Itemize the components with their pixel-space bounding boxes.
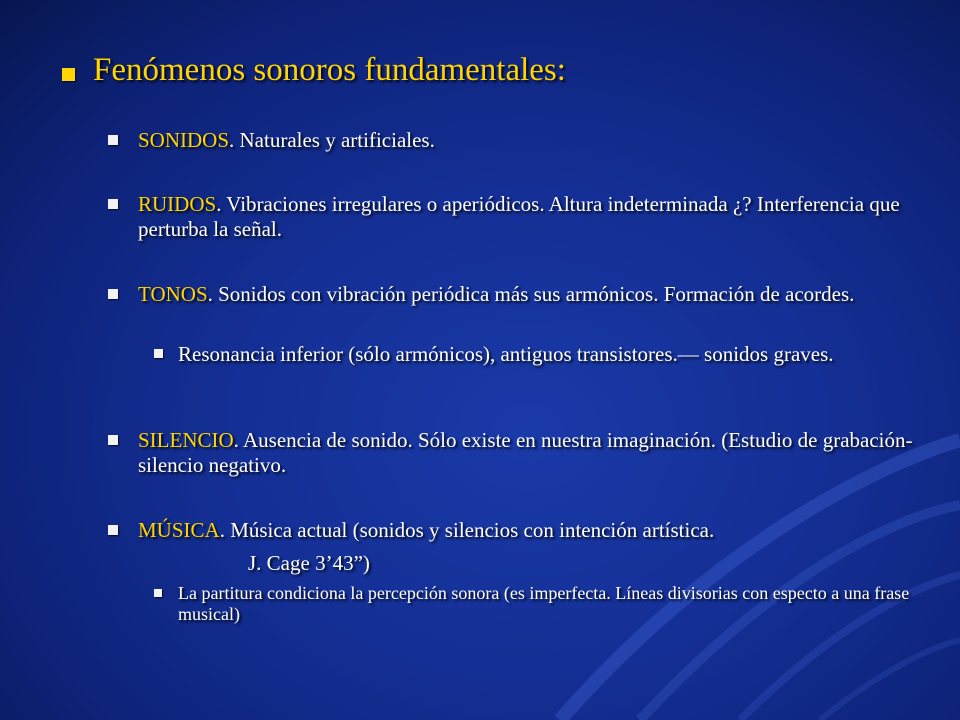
sub-item-tonos-text: Resonancia inferior (sólo armónicos), antiguos transistores.— sonidos graves. [178,342,834,366]
description-tonos: . Sonidos con vibración periódica más sus armónicos. Formación de acordes. [207,282,855,306]
bullet-square-icon [108,199,118,209]
sub-item-musica-text: La partitura condiciona la percepción sonora (es imperfecta. Líneas divisorias con especto a una frase musical) [178,583,910,624]
bullet-square-icon [108,435,118,445]
keyword-tonos: TONOS [138,282,208,306]
list-item-silencio [108,428,928,478]
title-bullet-icon [62,68,75,81]
keyword-silencio: SILENCIO [138,428,234,452]
list-item-musica [108,518,928,543]
list-item-ruidos [108,192,928,242]
sub-item-tonos [154,342,934,367]
bullet-square-icon [108,135,118,145]
slide-title: Fenómenos sonoros fundamentales: [93,52,566,88]
bullet-square-icon [154,349,163,358]
description-sonidos: . Naturales y artificiales. [229,128,435,152]
keyword-ruidos: RUIDOS [138,192,217,216]
keyword-sonidos: SONIDOS [138,128,230,152]
list-item-tonos [108,282,928,307]
bullet-square-icon [108,525,118,535]
description-musica: . Música actual (sonidos y silencios con intención artística. [219,518,715,542]
description-ruidos: . Vibraciones irregulares o aperiódicos. Altura indeterminada ¿? Interferencia que perturba la señal. [138,192,900,241]
bullet-square-icon [154,589,162,597]
list-item-sonidos [108,128,928,153]
bullet-square-icon [108,289,118,299]
keyword-musica: MÚSICA [138,518,220,542]
description-silencio: . Ausencia de sonido. Sólo existe en nuestra imaginación. (Estudio de grabación-silencio negativo. [138,428,913,477]
musica-continuation: J. Cage 3’43”) [248,551,370,575]
sub-item-musica [154,583,934,625]
